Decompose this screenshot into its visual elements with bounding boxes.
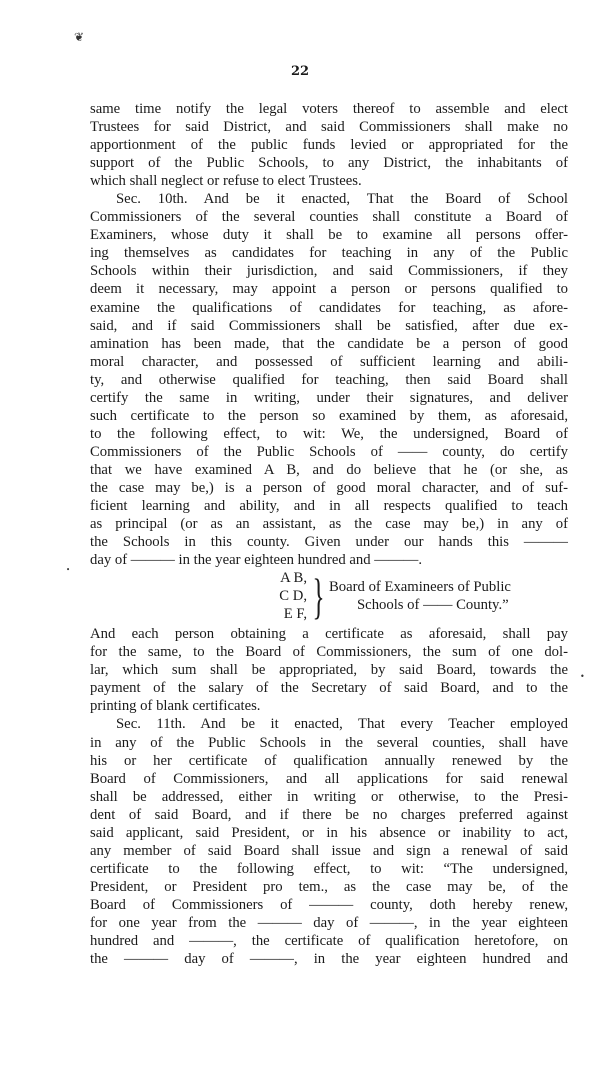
margin-dot: • (580, 672, 585, 681)
signatory-name: E F, (283, 606, 307, 623)
text-line: ing themselves as candidates for teaching in any of the Public (90, 245, 568, 262)
text-line: President, or President pro tem., as the case may be, of the (90, 878, 568, 895)
text-line: in any of the Public Schools in the several counties, shall have (90, 734, 568, 751)
text-line: Examiners, whose duty it shall be to examine all persons offer- (90, 227, 568, 244)
text-line: ty, and otherwise qualified for teaching, then said Board shall (90, 371, 568, 388)
text-line: amination has been made, that the candidate be a person of good (90, 335, 568, 352)
text-line: as principal (or as an assistant, as the case may be,) in any of (90, 516, 568, 533)
text-line: same time notify the legal voters thereof to assemble and elect (90, 101, 568, 117)
text-line: Sec. 11th. And be it enacted, That every Teacher employed (116, 716, 568, 733)
margin-dot: • (66, 566, 71, 574)
text-line: printing of blank certificates. (90, 698, 261, 715)
text-line: And each person obtaining a certificate as aforesaid, shall pay (90, 626, 568, 643)
text-line: the case may be,) is a person of good moral character, and of suf- (90, 479, 568, 496)
text-line: deem it necessary, may appoint a person or persons qualified to (90, 281, 568, 298)
text-line: any member of said Board shall issue and sign a renewal of said (90, 842, 568, 859)
page-number: 22 (290, 64, 310, 79)
text-line: Schools within their jurisdiction, and said Commissioners, if they (90, 263, 568, 280)
text-line: dent of said Board, and if there be no charges preferred against (90, 806, 568, 823)
text-line: to the following effect, to wit: We, the undersigned, Board of (90, 425, 568, 442)
signatory-names (90, 569, 307, 623)
text-line: for the same, to the Board of Commissioners, the sum of one dol- (90, 644, 568, 661)
text-line: lar, which sum shall be appropriated, by said Board, towards the (90, 662, 568, 679)
text-line: ficient learning and ability, and in all respects qualified to teach (90, 498, 568, 515)
text-line: day of ——— in the year eighteen hundred and ———. (90, 552, 423, 569)
text-line: shall be addressed, either in writing or otherwise, to the Presi- (90, 788, 568, 805)
text-line: Commissioners of the several counties shall constitute a Board of (90, 209, 568, 226)
body-text (90, 100, 568, 968)
paragraph-block-2 (90, 625, 568, 968)
text-line: certificate to the following effect, to wit: “The undersigned, (90, 860, 568, 877)
signature-title-line: Schools of —— County.” (357, 597, 509, 614)
signature-block (90, 569, 568, 623)
brace-glyph: } (312, 568, 325, 625)
text-line: certify the same in writing, under their signatures, and deliver (90, 389, 568, 406)
text-line: his or her certificate of qualification annually renewed by the (90, 752, 568, 769)
corner-ornament: ❦ (74, 30, 85, 44)
text-line: Sec. 10th. And be it enacted, That the Board of School (116, 191, 568, 208)
text-line: examine the qualifications of candidates for teaching, as afore- (90, 299, 568, 316)
text-line: said, and if said Commissioners shall be satisfied, after due ex- (90, 317, 568, 334)
text-line: which shall neglect or refuse to elect Trustees. (90, 173, 362, 190)
text-line: moral character, and possessed of sufficient learning and abili- (90, 353, 568, 370)
text-line: Board of Commissioners of ——— county, doth hereby renew, (90, 896, 568, 913)
text-line: hundred and ———, the certificate of qualification heretofore, on (90, 933, 568, 950)
signatory-name: A B, (280, 570, 307, 587)
signatory-name: C D, (279, 588, 307, 605)
text-line: that we have examined A B, and do believe that he (or she, as (90, 461, 568, 478)
paragraph-block-1 (90, 100, 568, 569)
text-line: Commissioners of the Public Schools of —— county, do certify (90, 443, 568, 460)
text-line: for one year from the ——— day of ———, in the year eighteen (90, 914, 568, 931)
text-line: payment of the salary of the Secretary of said Board, and to the (90, 680, 568, 697)
text-line: the Schools in this county. Given under our hands this ——— (90, 534, 568, 551)
text-line: support of the Public Schools, to any District, the inhabitants of (90, 155, 568, 172)
text-line: Board of Commissioners, and all applications for said renewal (90, 770, 568, 787)
text-line: the ——— day of ———, in the year eighteen hundred and (90, 951, 568, 968)
text-line: such certificate to the person so examined by them, as aforesaid, (90, 407, 568, 424)
signature-title-line: Board of Examineers of Public (329, 579, 511, 596)
text-line: Trustees for said District, and said Commissioners shall make no (90, 119, 568, 136)
text-line: apportionment of the public funds levied or appropriated for the (90, 137, 568, 154)
signature-title (329, 578, 511, 614)
text-line: said applicant, said President, or in his absence or inability to act, (90, 824, 568, 841)
